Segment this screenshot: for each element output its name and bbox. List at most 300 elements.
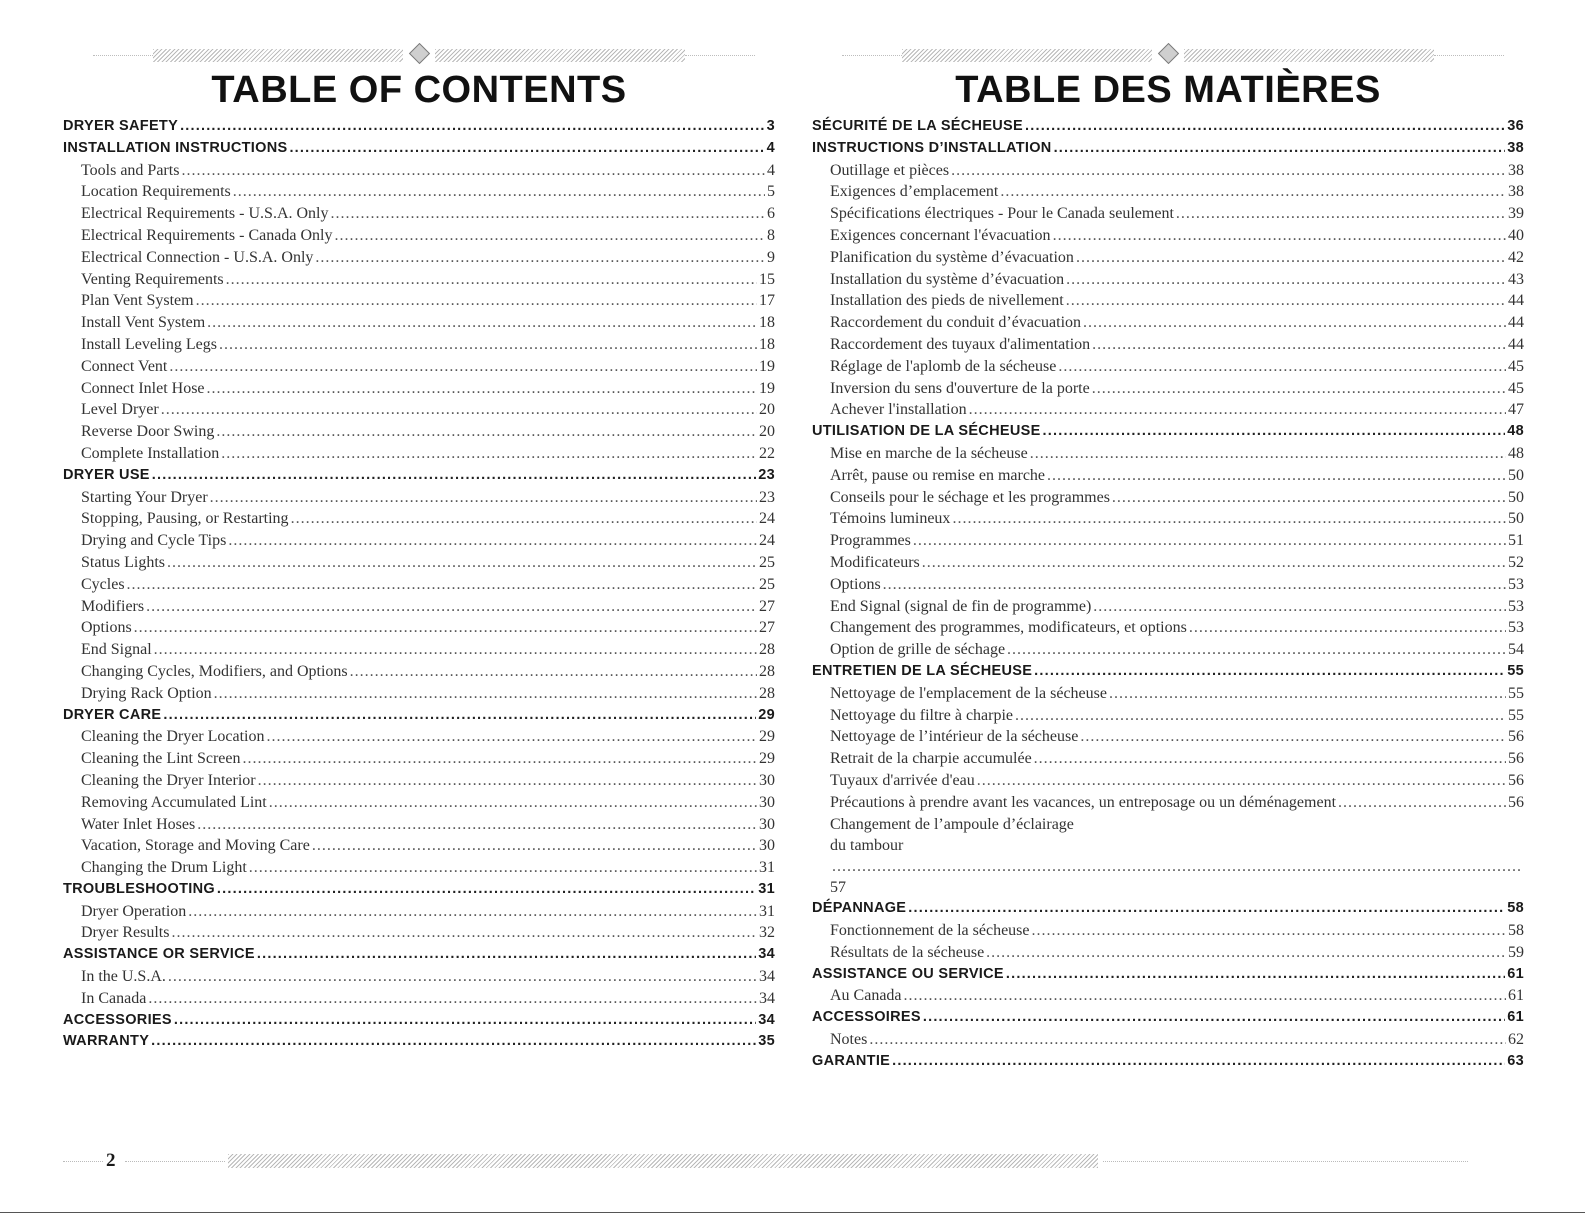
toc-subsection-entry: [63, 639, 775, 661]
toc-entry-page-number: 20: [759, 401, 775, 419]
toc-entry-label: Changement des programmes, modificateurs, et options: [830, 619, 1187, 637]
toc-subsection-entry: [63, 814, 775, 836]
toc-entry-page-number: 53: [1508, 575, 1524, 593]
toc-subsection-entry: [812, 814, 1524, 899]
toc-subsection-entry: [812, 225, 1524, 247]
toc-entry-label: ENTRETIEN DE LA SÉCHEUSE: [812, 662, 1033, 679]
page-title-english: TABLE OF CONTENTS: [211, 69, 627, 111]
toc-section-entry: [812, 116, 1524, 138]
title-ornament: [812, 40, 1524, 70]
dot-leader: [216, 421, 757, 442]
toc-entry-label: Connect Inlet Hose: [81, 379, 205, 397]
toc-entry-page-number: 44: [1508, 292, 1524, 310]
dot-leader: [169, 356, 757, 377]
toc-entry-label: Electrical Connection - U.S.A. Only: [81, 248, 314, 266]
dot-leader: [1112, 487, 1506, 508]
toc-entry-label: Fonctionnement de la sécheuse: [830, 922, 1030, 940]
dot-leader: [167, 552, 757, 573]
toc-entry-label: Removing Accumulated Lint: [81, 793, 267, 811]
toc-entry-page-number: 44: [1508, 314, 1524, 332]
dot-leader: [267, 726, 758, 747]
toc-entry-page-number: 28: [759, 641, 775, 659]
dot-leader: [214, 683, 757, 704]
toc-entry-page-number: 34: [759, 968, 775, 986]
dot-leader: [174, 1010, 756, 1031]
toc-entry-label: Modifiers: [81, 597, 145, 615]
toc-entry-page-number: 56: [1508, 750, 1524, 768]
toc-entry-label: Tools and Parts: [81, 161, 180, 179]
dot-leader: [197, 814, 757, 835]
toc-entry-label: Water Inlet Hoses: [81, 815, 196, 833]
toc-entry-label: Options: [81, 619, 132, 637]
toc-entry-page-number: 8: [767, 226, 775, 244]
toc-entry-label: Vacation, Storage and Moving Care: [81, 837, 310, 855]
dot-leader: [1189, 617, 1506, 638]
toc-subsection-entry: [812, 160, 1524, 182]
toc-entry-page-number: 23: [759, 488, 775, 506]
toc-subsection-entry: [812, 181, 1524, 203]
dot-leader: [168, 966, 757, 987]
toc-section-entry: [63, 944, 775, 966]
footer-ornament: [228, 1154, 1098, 1168]
dot-leader: [869, 1029, 1506, 1050]
toc-entry-page-number: 42: [1508, 248, 1524, 266]
diamond-icon: [409, 43, 430, 64]
toc-entry-label: Electrical Requirements - U.S.A. Only: [81, 205, 329, 223]
toc-subsection-entry: [812, 920, 1524, 942]
toc-entry-page-number: 58: [1507, 900, 1524, 917]
dot-leader: [883, 574, 1506, 595]
dot-leader: [180, 116, 765, 137]
toc-subsection-entry: [812, 726, 1524, 748]
toc-entry-page-number: 25: [759, 553, 775, 571]
toc-subsection-entry: [812, 290, 1524, 312]
toc-entry-page-number: 27: [759, 619, 775, 637]
toc-subsection-entry: [63, 203, 775, 225]
toc-entry-label: In the U.S.A.: [81, 968, 166, 986]
dot-leader: [289, 138, 764, 159]
toc-list-english: [63, 116, 775, 1053]
dot-leader: [312, 835, 757, 856]
toc-entry-page-number: 5: [767, 183, 775, 201]
toc-entry-label: End Signal (signal de fin de programme): [830, 597, 1092, 615]
toc-entry-page-number: 20: [759, 423, 775, 441]
toc-entry-label: Electrical Requirements - Canada Only: [81, 226, 333, 244]
toc-entry-page-number: 50: [1508, 488, 1524, 506]
toc-entry-label: Drying and Cycle Tips: [81, 532, 227, 550]
toc-entry-label: Nettoyage du filtre à charpie: [830, 706, 1014, 724]
toc-entry-label: Plan Vent System: [81, 292, 194, 310]
dot-leader: [350, 661, 757, 682]
toc-entry-label: Tuyaux d'arrivée d'eau: [830, 771, 975, 789]
toc-entry-label: Conseils pour le séchage et les programmes: [830, 488, 1110, 506]
dot-leader: [226, 269, 757, 290]
toc-entry-page-number: 30: [759, 837, 775, 855]
toc-entry-page-number: 57: [830, 879, 846, 897]
dot-leader: [243, 748, 757, 769]
toc-subsection-entry: [812, 596, 1524, 618]
dot-leader: [134, 617, 757, 638]
toc-entry-page-number: 61: [1507, 965, 1524, 982]
toc-section-entry: [812, 1007, 1524, 1029]
toc-entry-page-number: 53: [1508, 619, 1524, 637]
toc-entry-page-number: 22: [759, 444, 775, 462]
dot-leader: [1083, 312, 1506, 333]
toc-subsection-entry: [63, 530, 775, 552]
toc-entry-page-number: 56: [1508, 793, 1524, 811]
toc-entry-page-number: 31: [759, 902, 775, 920]
toc-entry-label: Programmes: [830, 532, 911, 550]
toc-section-entry: [812, 138, 1524, 160]
dot-leader: [257, 944, 756, 965]
toc-entry-page-number: 29: [759, 728, 775, 746]
toc-entry-label: SÉCURITÉ DE LA SÉCHEUSE: [812, 118, 1024, 134]
toc-entry-label: Installation des pieds de nivellement: [830, 292, 1064, 310]
dot-leader: [1066, 269, 1506, 290]
toc-entry-label: Inversion du sens d'ouverture de la porte: [830, 379, 1090, 397]
dot-leader: [163, 705, 756, 726]
toc-entry-label-continued: du tambour: [830, 837, 904, 855]
dot-leader: [258, 770, 757, 791]
toc-entry-label: Exigences concernant l'évacuation: [830, 226, 1051, 244]
toc-entry-page-number: 9: [767, 248, 775, 266]
toc-entry-label: Précautions à prendre avant les vacances, un entreposage ou un déménagement: [830, 793, 1337, 811]
toc-entry-label: Venting Requirements: [81, 270, 224, 288]
toc-entry-label: Cycles: [81, 575, 125, 593]
toc-entry-page-number: 38: [1508, 161, 1524, 179]
toc-section-entry: [63, 879, 775, 901]
toc-subsection-entry: [812, 705, 1524, 727]
toc-subsection-entry: [63, 661, 775, 683]
toc-entry-page-number: 6: [767, 205, 775, 223]
page-footer: [63, 1148, 1468, 1174]
toc-entry-label: Notes: [830, 1031, 868, 1049]
dot-leader: [221, 443, 757, 464]
toc-subsection-entry: [812, 312, 1524, 334]
toc-entry-page-number: 24: [759, 532, 775, 550]
toc-entry-label: DÉPANNAGE: [812, 900, 907, 917]
dot-leader: [922, 552, 1506, 573]
toc-entry-label: INSTALLATION INSTRUCTIONS: [63, 139, 288, 156]
toc-entry-page-number: 23: [758, 466, 775, 483]
dot-leader: [832, 856, 1522, 877]
toc-entry-label: ASSISTANCE OU SERVICE: [812, 965, 1004, 982]
toc-entry-page-number: 32: [759, 924, 775, 942]
toc-entry-label: Cleaning the Dryer Location: [81, 728, 265, 746]
toc-subsection-entry: [812, 203, 1524, 225]
dot-leader: [219, 334, 757, 355]
dot-leader: [1054, 138, 1506, 159]
toc-column-french: [812, 40, 1524, 1073]
toc-entry-page-number: 34: [758, 946, 775, 963]
dot-leader: [1066, 290, 1506, 311]
toc-entry-label: UTILISATION DE LA SÉCHEUSE: [812, 423, 1041, 440]
dot-leader: [1000, 181, 1506, 202]
dot-leader: [154, 639, 757, 660]
toc-subsection-entry: [63, 988, 775, 1010]
dot-leader: [249, 857, 757, 878]
dot-leader: [1093, 596, 1506, 617]
toc-subsection-entry: [812, 1029, 1524, 1051]
dot-leader: [210, 487, 757, 508]
toc-entry-page-number: 36: [1507, 118, 1524, 134]
toc-subsection-entry: [812, 552, 1524, 574]
toc-entry-label: Nettoyage de l’intérieur de la sécheuse: [830, 728, 1079, 746]
toc-entry-page-number: 28: [759, 684, 775, 702]
toc-subsection-entry: [812, 356, 1524, 378]
toc-subsection-entry: [63, 857, 775, 879]
toc-entry-label: Mise en marche de la sécheuse: [830, 444, 1028, 462]
bottom-rule: [0, 1212, 1585, 1213]
toc-entry-label: Dryer Operation: [81, 902, 187, 920]
toc-entry-page-number: 50: [1508, 510, 1524, 528]
toc-subsection-entry: [812, 530, 1524, 552]
toc-entry-label: DRYER CARE: [63, 706, 162, 723]
toc-subsection-entry: [63, 726, 775, 748]
toc-section-entry: [63, 116, 775, 138]
dot-leader: [181, 160, 765, 181]
toc-entry-label: Raccordement des tuyaux d'alimentation: [830, 335, 1091, 353]
toc-entry-page-number: 63: [1507, 1052, 1524, 1069]
toc-entry-label: DRYER SAFETY: [63, 118, 179, 134]
toc-entry-page-number: 31: [759, 859, 775, 877]
toc-entry-page-number: 55: [1507, 662, 1524, 679]
toc-entry-page-number: 28: [759, 662, 775, 680]
toc-subsection-entry: [63, 901, 775, 923]
toc-entry-page-number: 17: [759, 292, 775, 310]
toc-subsection-entry: [63, 312, 775, 334]
toc-subsection-entry: [812, 748, 1524, 770]
toc-entry-label: Témoins lumineux: [830, 510, 951, 528]
toc-entry-page-number: 39: [1508, 205, 1524, 223]
dot-leader: [1025, 116, 1505, 137]
toc-subsection-entry: [63, 181, 775, 203]
toc-entry-page-number: 18: [759, 335, 775, 353]
dot-leader: [1032, 920, 1507, 941]
toc-entry-label: Raccordement du conduit d’évacuation: [830, 314, 1082, 332]
dot-leader: [923, 1007, 1505, 1028]
title-ornament: [63, 40, 775, 70]
toc-entry-page-number: 52: [1508, 553, 1524, 571]
toc-subsection-entry: [63, 748, 775, 770]
toc-entry-label: Spécifications électriques - Pour le Canada seulement: [830, 205, 1174, 223]
toc-subsection-entry: [63, 421, 775, 443]
toc-entry-label: Install Vent System: [81, 314, 206, 332]
toc-entry-label: Exigences d’emplacement: [830, 183, 999, 201]
toc-subsection-entry: [812, 269, 1524, 291]
toc-entry-label: Achever l'installation: [830, 401, 967, 419]
dot-leader: [1092, 378, 1506, 399]
toc-entry-page-number: 38: [1507, 139, 1524, 156]
toc-subsection-entry: [812, 985, 1524, 1007]
toc-column-english: [63, 40, 775, 1053]
toc-subsection-entry: [63, 160, 775, 182]
toc-subsection-entry: [63, 617, 775, 639]
dot-leader: [904, 985, 1506, 1006]
dot-leader: [908, 898, 1505, 919]
dot-leader: [1015, 705, 1506, 726]
toc-entry-page-number: 51: [1508, 532, 1524, 550]
toc-entry-label: Planification du système d’évacuation: [830, 248, 1074, 266]
dot-leader: [952, 508, 1506, 529]
toc-entry-page-number: 61: [1507, 1009, 1524, 1026]
dot-leader: [1092, 334, 1506, 355]
dot-leader: [228, 530, 757, 551]
toc-subsection-entry: [812, 792, 1524, 814]
toc-section-entry: [812, 964, 1524, 986]
toc-subsection-entry: [63, 683, 775, 705]
dot-leader: [1007, 639, 1506, 660]
toc-section-entry: [812, 1051, 1524, 1073]
toc-subsection-entry: [812, 378, 1524, 400]
toc-subsection-entry: [63, 552, 775, 574]
toc-entry-page-number: 40: [1508, 226, 1524, 244]
dot-leader: [1338, 792, 1506, 813]
toc-entry-label: Outillage et pièces: [830, 161, 950, 179]
toc-entry-page-number: 15: [759, 270, 775, 288]
toc-subsection-entry: [63, 487, 775, 509]
toc-entry-label: Cleaning the Lint Screen: [81, 750, 241, 768]
toc-section-entry: [63, 1010, 775, 1032]
toc-entry-page-number: 4: [766, 139, 775, 156]
toc-entry-label: Modificateurs: [830, 553, 920, 571]
dot-leader: [892, 1051, 1505, 1072]
dot-leader: [1176, 203, 1506, 224]
toc-entry-page-number: 30: [759, 815, 775, 833]
toc-entry-label: Install Leveling Legs: [81, 335, 217, 353]
dot-leader: [331, 203, 766, 224]
dot-leader: [1053, 225, 1506, 246]
toc-entry-page-number: 38: [1508, 183, 1524, 201]
toc-subsection-entry: [63, 356, 775, 378]
toc-entry-page-number: 35: [758, 1033, 775, 1050]
toc-entry-label: DRYER USE: [63, 466, 150, 483]
toc-subsection-entry: [812, 617, 1524, 639]
toc-entry-page-number: 53: [1508, 597, 1524, 615]
dot-leader: [1034, 661, 1505, 682]
toc-subsection-entry: [63, 247, 775, 269]
dot-leader: [148, 988, 757, 1009]
toc-entry-page-number: 45: [1508, 357, 1524, 375]
toc-entry-page-number: 19: [759, 357, 775, 375]
dot-leader: [188, 901, 757, 922]
toc-subsection-entry: [812, 639, 1524, 661]
toc-subsection-entry: [63, 443, 775, 465]
toc-subsection-entry: [63, 225, 775, 247]
toc-list-french: [812, 116, 1524, 1073]
toc-section-entry: [63, 138, 775, 160]
dot-leader: [196, 290, 757, 311]
toc-entry-page-number: 34: [759, 989, 775, 1007]
toc-entry-page-number: 56: [1508, 771, 1524, 789]
toc-entry-label: Reverse Door Swing: [81, 423, 215, 441]
toc-entry-page-number: 61: [1508, 987, 1524, 1005]
toc-entry-page-number: 25: [759, 575, 775, 593]
toc-subsection-entry: [812, 487, 1524, 509]
dot-leader: [1058, 356, 1506, 377]
toc-entry-label: Starting Your Dryer: [81, 488, 208, 506]
toc-entry-label: Level Dryer: [81, 401, 159, 419]
toc-entry-page-number: 45: [1508, 379, 1524, 397]
toc-entry-label: Au Canada: [830, 987, 902, 1005]
toc-entry-page-number: 47: [1508, 401, 1524, 419]
toc-entry-label: Arrêt, pause ou remise en marche: [830, 466, 1046, 484]
toc-entry-label: Complete Installation: [81, 444, 220, 462]
toc-entry-page-number: 24: [759, 510, 775, 528]
toc-subsection-entry: [63, 596, 775, 618]
dot-leader: [1043, 421, 1506, 442]
toc-entry-label: ASSISTANCE OR SERVICE: [63, 946, 255, 963]
dot-leader: [315, 247, 765, 268]
toc-entry-label: End Signal: [81, 641, 152, 659]
dot-leader: [161, 399, 757, 420]
toc-entry-page-number: 55: [1508, 684, 1524, 702]
toc-entry-label: INSTRUCTIONS D’INSTALLATION: [812, 139, 1052, 156]
toc-entry-page-number: 54: [1508, 641, 1524, 659]
toc-entry-label: Changing Cycles, Modifiers, and Options: [81, 662, 348, 680]
toc-subsection-entry: [63, 290, 775, 312]
toc-entry-page-number: 4: [767, 161, 775, 179]
dot-leader: [1034, 748, 1506, 769]
toc-entry-label: TROUBLESHOOTING: [63, 880, 215, 897]
toc-subsection-entry: [63, 835, 775, 857]
toc-subsection-entry: [63, 334, 775, 356]
toc-entry-page-number: 30: [759, 771, 775, 789]
toc-entry-label: Drying Rack Option: [81, 684, 212, 702]
dot-leader: [1109, 683, 1506, 704]
toc-entry-page-number: 43: [1508, 270, 1524, 288]
toc-entry-page-number: 19: [759, 379, 775, 397]
toc-entry-label: WARRANTY: [63, 1033, 150, 1050]
toc-entry-label: Cleaning the Dryer Interior: [81, 771, 256, 789]
toc-subsection-entry: [812, 247, 1524, 269]
dot-leader: [977, 770, 1506, 791]
toc-subsection-entry: [63, 966, 775, 988]
toc-entry-label: Option de grille de séchage: [830, 641, 1006, 659]
dot-leader: [1006, 964, 1505, 985]
toc-subsection-entry: [63, 770, 775, 792]
toc-entry-page-number: 31: [758, 880, 775, 897]
dot-leader: [217, 879, 756, 900]
toc-entry-page-number: 29: [758, 706, 775, 723]
toc-entry-label: Changing the Drum Light: [81, 859, 247, 877]
toc-subsection-entry: [63, 508, 775, 530]
toc-entry-page-number: 27: [759, 597, 775, 615]
toc-entry-page-number: 44: [1508, 335, 1524, 353]
toc-entry-label: Stopping, Pausing, or Restarting: [81, 510, 289, 528]
dot-leader: [127, 574, 757, 595]
toc-entry-page-number: 62: [1508, 1031, 1524, 1049]
toc-subsection-entry: [812, 399, 1524, 421]
toc-entry-page-number: 48: [1508, 444, 1524, 462]
toc-subsection-entry: [812, 443, 1524, 465]
diamond-icon: [1158, 43, 1179, 64]
dot-leader: [1047, 465, 1506, 486]
dot-leader: [334, 225, 765, 246]
dot-leader: [171, 922, 757, 943]
dot-leader: [1080, 726, 1506, 747]
toc-subsection-entry: [812, 465, 1524, 487]
toc-entry-page-number: 58: [1508, 922, 1524, 940]
dot-leader: [269, 792, 757, 813]
toc-entry-page-number: 29: [759, 750, 775, 768]
toc-entry-label: Status Lights: [81, 553, 166, 571]
dot-leader: [207, 378, 757, 399]
toc-entry-page-number: 55: [1508, 706, 1524, 724]
toc-subsection-entry: [812, 508, 1524, 530]
toc-subsection-entry: [63, 574, 775, 596]
dot-leader: [986, 942, 1506, 963]
